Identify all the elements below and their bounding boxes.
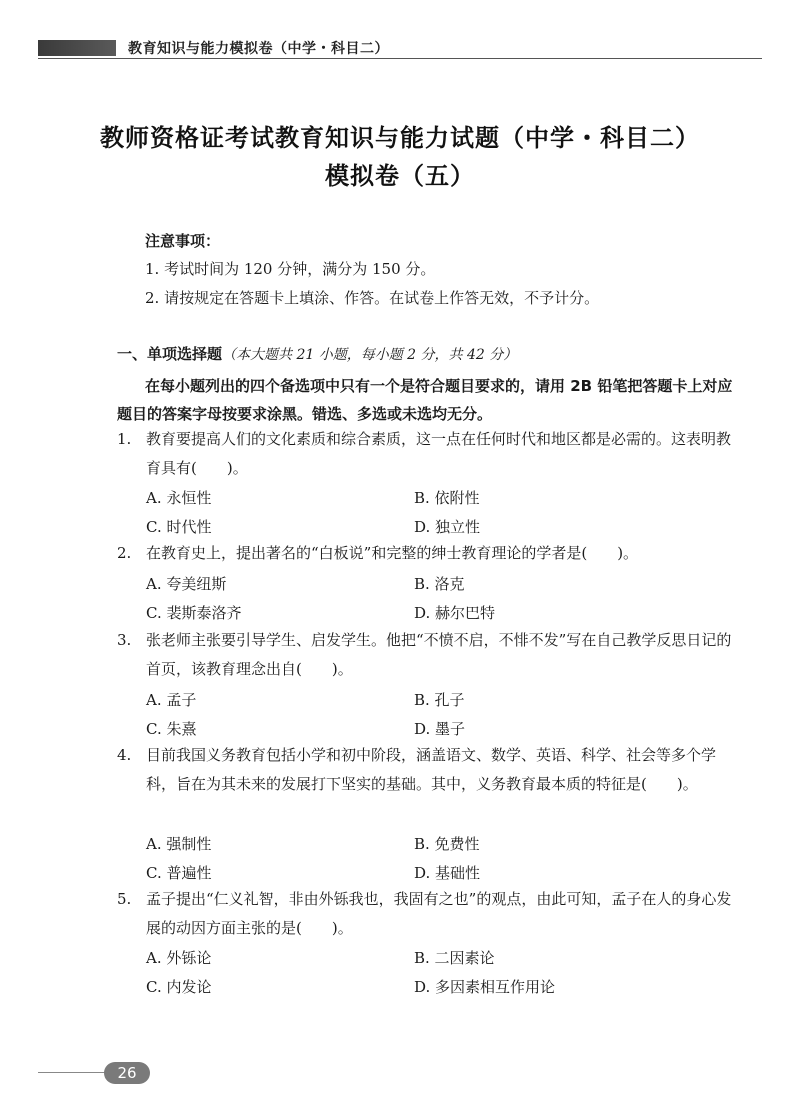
header-decor-bar (38, 40, 116, 56)
question-number: 2. (117, 544, 132, 562)
question-number: 1. (117, 430, 132, 448)
page-number: 26 (104, 1062, 150, 1084)
option-d: D. 赫尔巴特 (414, 604, 496, 622)
question-stem: 张老师主张要引导学生、启发学生。他把“不愤不启，不悱不发”写在自己教学反思日记的首页，该教育理念出自( )。 (146, 631, 732, 678)
header-divider (38, 58, 762, 59)
option-c: C. 内发论 (146, 978, 212, 996)
option-c: C. 裴斯泰洛齐 (146, 604, 242, 622)
option-c: C. 时代性 (146, 518, 212, 536)
section-heading (117, 343, 517, 364)
option-a: A. 永恒性 (146, 489, 212, 507)
question-number: 5. (117, 890, 132, 908)
option-d: D. 基础性 (414, 864, 481, 882)
option-a: A. 孟子 (146, 691, 197, 709)
question-stem: 目前我国义务教育包括小学和初中阶段，涵盖语文、数学、英语、科学、社会等多个学科，旨在为其未来的发展打下坚实的基础。其中，义务教育最本质的特征是( )。 (146, 746, 717, 793)
option-b: B. 洛克 (414, 575, 465, 593)
option-c: C. 普遍性 (146, 864, 212, 882)
question-number: 3. (117, 631, 132, 649)
option-a: A. 强制性 (146, 835, 212, 853)
question-stem: 教育要提高人们的文化素质和综合素质，这一点在任何时代和地区都是必需的。这表明教育具有( )。 (146, 430, 732, 477)
option-d: D. 墨子 (414, 720, 466, 738)
notice-item: 2. 请按规定在答题卡上填涂、作答。在试卷上作答无效，不予计分。 (145, 289, 600, 307)
section-title: 一、单项选择题 (117, 345, 223, 363)
option-b: B. 孔子 (414, 691, 465, 709)
section-instruction: 在每小题列出的四个备选项中只有一个是符合题目要求的，请用 2B 铅笔把答题卡上对应题目的答案字母按要求涂黑。错选、多选或未选均无分。 (117, 377, 733, 423)
running-header: 教育知识与能力模拟卷（中学・科目二） (128, 41, 389, 57)
option-a: A. 外铄论 (146, 949, 212, 967)
question-number: 4. (117, 746, 132, 764)
footer-rule (38, 1072, 108, 1073)
question-stem: 孟子提出“仁义礼智，非由外铄我也，我固有之也”的观点，由此可知，孟子在人的身心发展的动因方面主张的是( )。 (146, 890, 732, 937)
question-stem: 在教育史上，提出著名的“白板说”和完整的绅士教育理论的学者是( )。 (146, 544, 639, 562)
notice-heading: 注意事项： (145, 232, 221, 250)
section-note: （本大题共 21 小题，每小题 2 分，共 42 分） (222, 347, 518, 363)
notice-item: 1. 考试时间为 120 分钟，满分为 150 分。 (145, 260, 436, 278)
option-c: C. 朱熹 (146, 720, 197, 738)
option-d: D. 独立性 (414, 518, 481, 536)
exam-title: 教师资格证考试教育知识与能力试题（中学・科目二） (100, 124, 700, 152)
option-b: B. 免费性 (414, 835, 480, 853)
option-a: A. 夸美纽斯 (146, 575, 227, 593)
option-b: B. 依附性 (414, 489, 480, 507)
option-b: B. 二因素论 (414, 949, 495, 967)
option-d: D. 多因素相互作用论 (414, 978, 556, 996)
exam-subtitle: 模拟卷（五） (325, 162, 475, 190)
